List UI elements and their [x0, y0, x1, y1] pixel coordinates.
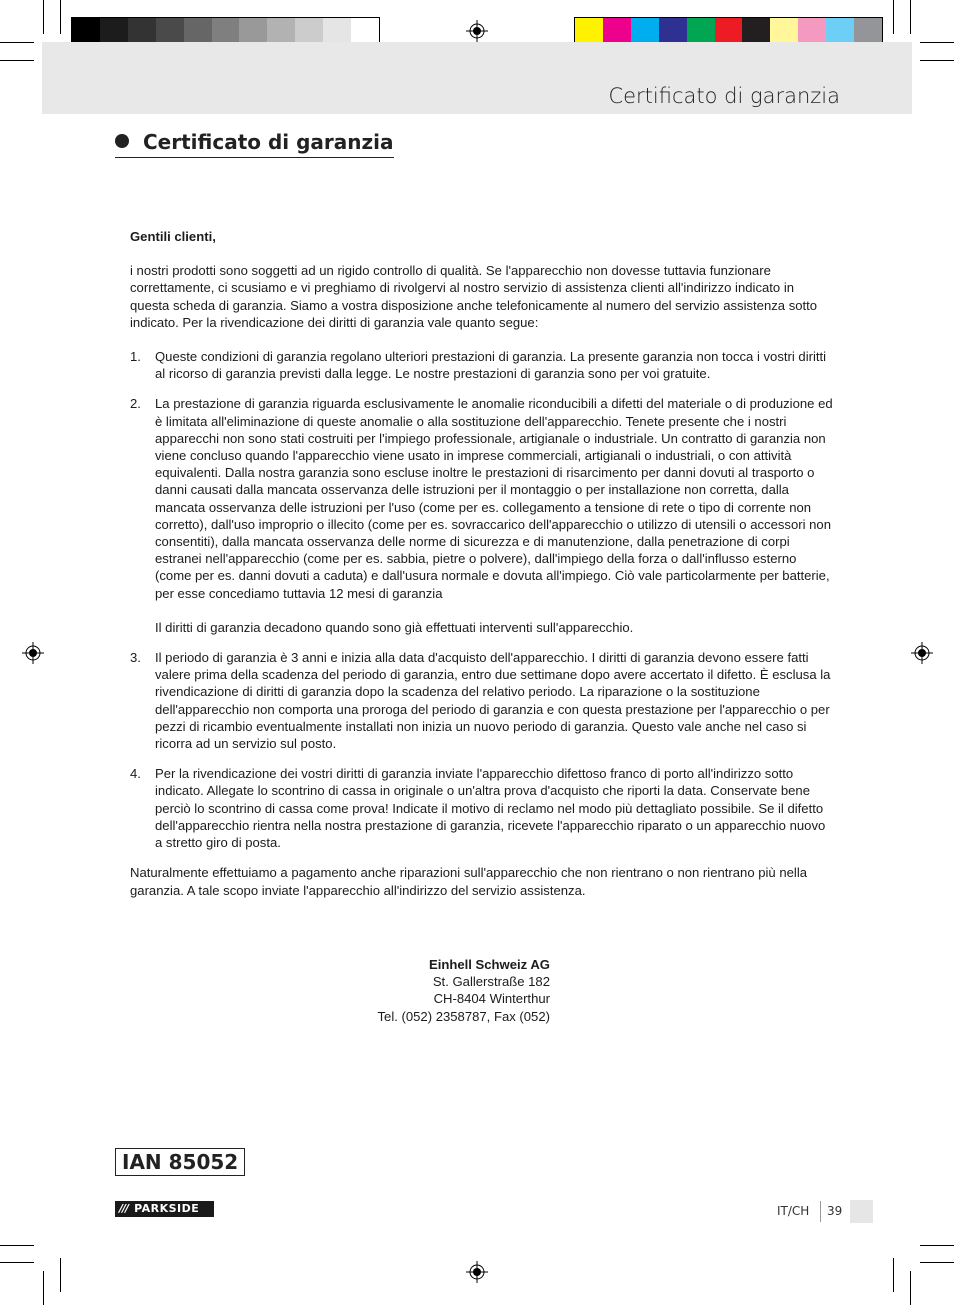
- logo-slashes: ///: [119, 1202, 129, 1215]
- section-title: [115, 130, 394, 158]
- crop-mark: [920, 1245, 954, 1246]
- item-text: [155, 348, 836, 382]
- address-city: CH-8404 Winterthur: [433, 991, 550, 1007]
- logo-brand-name: PARKSIDE: [134, 1202, 200, 1215]
- item-text: [155, 649, 836, 752]
- section-title-text: Certificato di garanzia: [143, 130, 394, 154]
- crop-mark: [920, 1262, 954, 1263]
- crop-mark: [43, 1271, 44, 1305]
- letter-closing: Naturalmente effettuiamo a pagamento anche riparazioni sull'apparecchio che non rientrano o non rientrano più nella garanzia. A tale scopo inviate l'apparecchio all'indirizzo del servizio assistenza.: [130, 865, 808, 898]
- footer-language: IT/CH: [777, 1204, 810, 1218]
- header-title: Certificato di garanzia: [608, 84, 840, 108]
- warranty-condition-item: [130, 765, 836, 851]
- crop-mark: [893, 0, 894, 34]
- crop-mark: [893, 1258, 894, 1292]
- item-paragraph: La prestazione di garanzia riguarda esclusivamente le anomalie riconducibili a difetti del materiale o di produzione ed è limitata all'eliminazione di queste anomalie o alla sostituzione dell'apparecchio. Tenete presente che i nostri apparecchi non sono stati costruiti per l'impiego professionale, artigianale o industriale. Un contratto di garanzia non viene concluso quando l'apparecchio viene usato in imprese commerciali, artigianali o industriali, o con attività equivalenti. Dalla nostra garanzia sono escluse inoltre le prestazioni di risarcimento per danni dovuti al trasporto o danni causati dalla mancata osservanza delle istruzioni per il montaggio o per installazione non corretta, dalla mancata osservanza delle istruzioni per l'uso (come per es. collegamento a tensione di rete o tipo di corrente non corretto), dall'uso improprio o illecito (come per es. sovraccarico dell'apparecchio o utilizzo di utensili o accessori non consentiti), dalla mancata osservanza delle norme di sicurezza e di manutenzione, dalla penetrazione di corpi estranei nell'apparecchio (come per es. sabbia, pietre o polvere), dall'impiego della forza o dall'influsso esterno (come per es. danni dovuti a caduta) e dall'usura normale e dovuta all'impiego. Ciò vale particolarmente per batterie, per esse concediamo tuttavia 12 mesi di garanzia: [155, 396, 833, 601]
- address-phone: Tel. (052) 2358787, Fax (052): [377, 1008, 550, 1024]
- crop-mark: [910, 1271, 911, 1305]
- crop-mark: [910, 0, 911, 34]
- warranty-condition-item: [130, 348, 836, 382]
- registration-mark-icon: [466, 20, 488, 42]
- ian-number: IAN 85052: [115, 1148, 245, 1176]
- item-number: 2.: [130, 396, 141, 412]
- letter-greeting: Gentili clienti,: [130, 229, 216, 244]
- warranty-condition-item: [130, 649, 836, 752]
- item-paragraph: Queste condizioni di garanzia regolano ulteriori prestazioni di garanzia. La presente garanzia non tocca i vostri diritti al ricorso di garanzia previsti dalla legge. Le nostre prestazioni di garanzia sono per voi gratuite.: [155, 349, 827, 382]
- footer-page-tab: [850, 1200, 873, 1223]
- page-number: 39: [827, 1204, 843, 1218]
- crop-mark: [0, 60, 34, 61]
- item-text: [155, 395, 836, 636]
- registration-mark-icon: [466, 1261, 488, 1283]
- crop-mark: [0, 1245, 34, 1246]
- item-number: 1.: [130, 349, 141, 365]
- bullet-icon: [115, 134, 129, 148]
- address-street: St. Gallerstraße 182: [432, 974, 550, 990]
- crop-mark: [60, 0, 61, 34]
- item-number: 4.: [130, 766, 141, 782]
- parkside-logo: [115, 1201, 214, 1217]
- registration-mark-icon: [22, 642, 44, 664]
- item-paragraph: Il diritti di garanzia decadono quando sono già effettuati interventi sull'apparecchio.: [155, 619, 634, 635]
- crop-mark: [43, 0, 44, 34]
- registration-mark-icon: [911, 642, 933, 664]
- service-address: [364, 956, 550, 1025]
- crop-mark: [920, 60, 954, 61]
- warranty-letter-text: [130, 228, 836, 899]
- letter-intro: i nostri prodotti sono soggetti ad un rigido controllo di qualità. Se l'apparecchio non dovesse tuttavia funzionare correttamente, ci scusiamo e vi preghiamo di rivolgervi al nostro servizio di assistenza clienti all'indirizzo indicato in questa scheda di garanzia. Siamo a vostra disposizione anche telefonicamente al numero del servizio assistenza sotto indicato. Per la rivendicazione dei diritti di garanzia vale quanto segue:: [130, 263, 818, 330]
- crop-mark: [0, 42, 34, 43]
- item-text: [155, 765, 836, 851]
- crop-mark: [60, 1258, 61, 1292]
- item-paragraph: Per la rivendicazione dei vostri diritti di garanzia inviate l'apparecchio difettoso franco di porto all'indirizzo sotto indicato. Allegate lo scontrino di cassa in originale o un'altra prova d'acquisto che riporti la data. Conservate bene perciò lo scontrino di cassa come prova! Indicate il motivo di reclamo nel modo più dettagliato possibile. Se il difetto dell'apparecchio rientra nella nostra prestazione di garanzia, ricevete l'apparecchio riparato o un apparecchio nuovo a stretto giro di posta.: [155, 766, 826, 851]
- crop-mark: [920, 42, 954, 43]
- address-company: Einhell Schweiz AG: [428, 957, 550, 972]
- crop-mark: [0, 1262, 34, 1263]
- warranty-condition-item: [130, 395, 836, 636]
- item-number: 3.: [130, 650, 141, 666]
- footer-divider: [820, 1201, 821, 1222]
- item-paragraph: Il periodo di garanzia è 3 anni e inizia alla data d'acquisto dell'apparecchio. I diritti di garanzia devono essere fatti valere prima della scadenza del periodo di garanzia, entro due settimane dopo avere accertato il difetto. È esclusa la rivendicazione di diritti di garanzia dopo la scadenza del relativo periodo. La riparazione o la sostituzione dell'apparecchio non comporta una proroga del periodo di garanzia e con questa prestazione per l'apparecchio o per pezzi di ricambio eventualmente installati non inizia un nuovo periodo di garanzia. Questo vale anche nel caso si ricorra ad un servizio sul posto.: [155, 650, 831, 752]
